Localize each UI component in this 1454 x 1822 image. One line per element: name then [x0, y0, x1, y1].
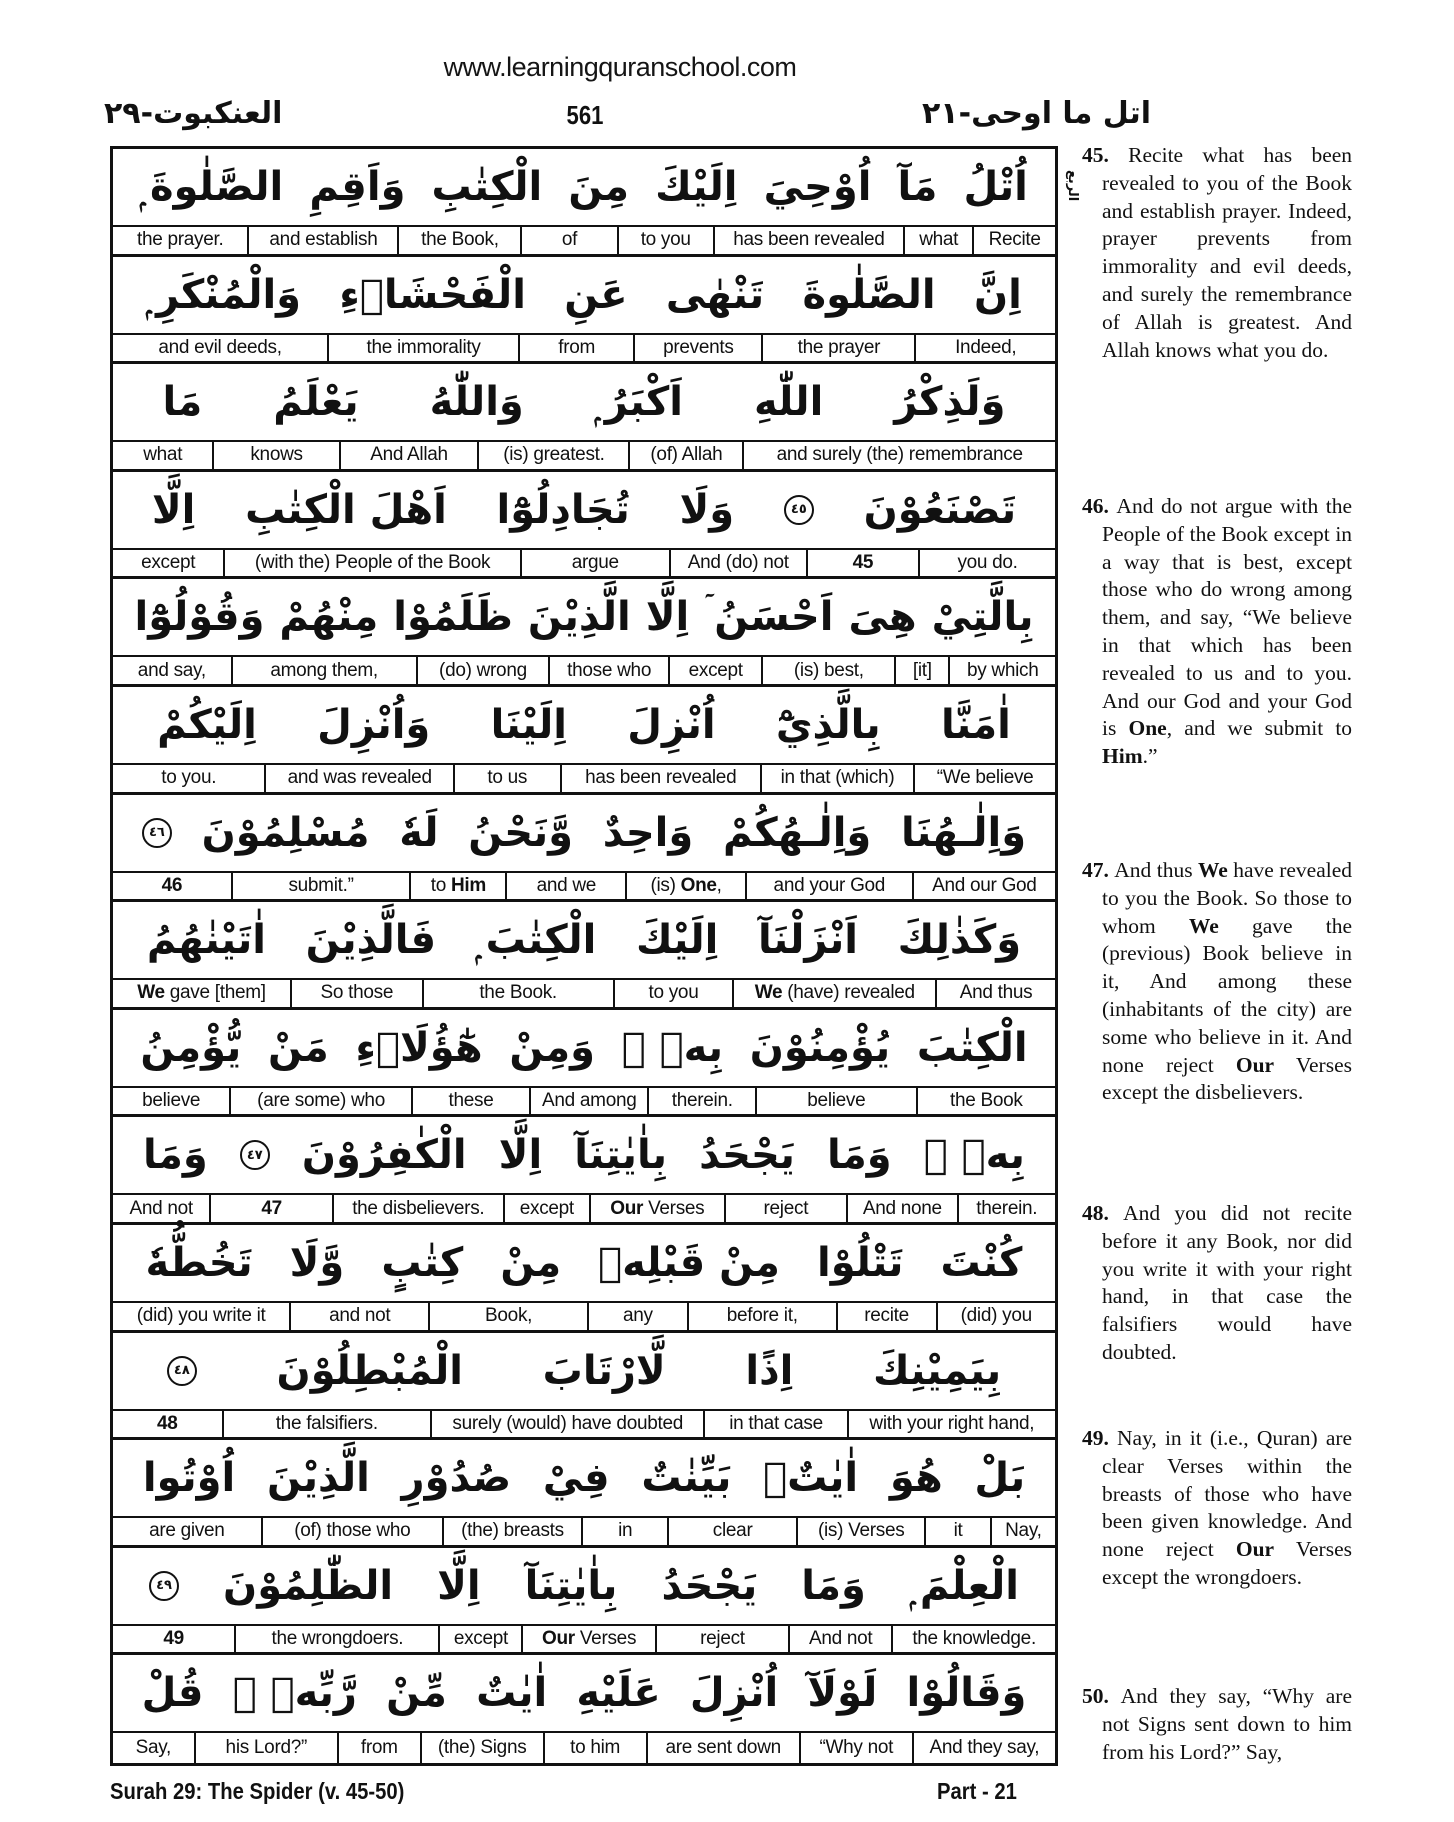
english-word-cell: (with the) People of the Book: [223, 550, 519, 577]
arabic-word: بِاٰيٰتِنَآ: [524, 1562, 618, 1609]
arabic-word: صُدُوْرِ: [401, 1455, 512, 1502]
english-word-text: (have) revealed: [782, 982, 915, 1004]
english-word-cell: [409, 873, 505, 900]
english-word-text: gave [them]: [164, 982, 266, 1004]
english-row: [113, 1733, 1055, 1763]
arabic-word: وَّنَحْنُ: [468, 809, 573, 856]
arabic-word: كِتٰبٍ: [381, 1239, 464, 1286]
arabic-row: [113, 1010, 1055, 1088]
arabic-word: هٰٓؤُلَاۗءِ: [355, 1024, 483, 1071]
verse-number-cell: 47: [209, 1195, 332, 1222]
arabic-row: [113, 1333, 1055, 1411]
english-word-cell: the knowledge.: [891, 1626, 1055, 1653]
ayah-end-marker-icon: ٤٨: [167, 1356, 197, 1386]
arabic-word: لَّارْتَابَ: [542, 1347, 666, 1394]
english-word-cell: his Lord?”: [194, 1733, 337, 1763]
footer-surah-title: Surah 29: The Spider (v. 45-50): [110, 1778, 405, 1804]
english-word-cell: except: [141, 552, 196, 574]
english-word-cell: the wrongdoers.: [234, 1626, 438, 1653]
english-word-text: (is): [650, 874, 681, 896]
verse-row-block: [113, 472, 1055, 580]
arabic-word: الْفَحْشَاۗءِ: [339, 271, 526, 318]
english-word-cell: (are some) who: [229, 1088, 411, 1115]
english-word-cell: the immorality: [327, 335, 518, 362]
english-row: [113, 1411, 1055, 1441]
english-word-cell: to him: [543, 1733, 646, 1763]
english-word-cell: Indeed,: [914, 335, 1055, 362]
arabic-row: [113, 257, 1055, 335]
english-word-cell: and establish: [247, 227, 397, 254]
arabic-word: اِلَّا: [645, 594, 690, 641]
english-word-text: Verses: [643, 1197, 705, 1219]
arabic-word: اِنَّ: [973, 271, 1022, 318]
arabic-word: اُوْحِيَ: [763, 164, 872, 210]
english-word-cell: has been revealed: [713, 227, 903, 254]
arabic-word: وَمَا: [826, 1132, 892, 1179]
ayah-end-marker-icon: ٤٧: [240, 1140, 270, 1170]
arabic-word: الَّذِيْنَ: [266, 1455, 370, 1502]
arabic-word: بِيَمِيْنِكَ: [873, 1347, 1002, 1394]
arabic-word: اِذًا: [745, 1347, 794, 1394]
english-word-cell: (do) wrong: [416, 657, 549, 684]
arabic-word: الَّذِيْنَ: [527, 594, 631, 641]
arabic-word: تَصْنَعُوْنَ: [863, 486, 1017, 533]
ayah-end-marker-icon: ٤٩: [149, 1571, 179, 1601]
arabic-word: وَاِلٰـهُنَا: [901, 809, 1027, 856]
arabic-word: مُسْلِمُوْنَ: [201, 809, 370, 856]
arabic-word: مِنْ: [500, 1239, 562, 1286]
english-word-cell: Say,: [135, 1737, 172, 1759]
juz-name-arabic: اتل ما اوحی-٢١: [922, 96, 1152, 131]
arabic-word: اُوْتُوا: [142, 1455, 236, 1502]
english-word-cell: believe: [142, 1090, 201, 1112]
arabic-word: فِيْ: [542, 1455, 610, 1502]
verse-row-block: [113, 257, 1055, 365]
english-word-cell: “We believe: [913, 765, 1055, 792]
arabic-word: وَالْمُنْكَرِ ۭ: [146, 271, 302, 318]
verse-number-cell: 49: [163, 1628, 184, 1650]
arabic-word: اللّٰهِ: [753, 379, 824, 426]
english-word-cell: And not: [788, 1626, 891, 1653]
verse-number-cell: 46: [161, 874, 183, 896]
arabic-word: يَجْحَدُ: [661, 1562, 758, 1609]
english-word-cell: submit.”: [231, 873, 410, 900]
arabic-word: اٰتَيْنٰهُمُ: [146, 917, 266, 964]
english-row: [113, 227, 1055, 257]
verse-row-block: [113, 1225, 1055, 1333]
verse-number-cell: 45: [806, 550, 918, 577]
arabic-word: تَتْلُوْا: [816, 1239, 904, 1286]
english-word-cell: recite: [836, 1303, 936, 1330]
arabic-word: اُتْلُ: [963, 164, 1028, 210]
english-word-cell: reject: [655, 1626, 788, 1653]
arabic-row: [113, 1440, 1055, 1518]
english-word-cell: by which: [948, 657, 1055, 684]
arabic-row: [113, 149, 1055, 227]
arabic-row: [113, 1117, 1055, 1195]
english-word-cell: And (do) not: [669, 550, 806, 577]
arabic-word: فَالَّذِيْنَ: [305, 917, 437, 964]
verse-row-block: [113, 902, 1055, 1010]
arabic-word: وَقَالُوْا: [906, 1670, 1027, 1717]
verse-row-block: [113, 687, 1055, 795]
verse-row-block: [113, 1117, 1055, 1225]
arabic-word: الْكِتٰبَ ۭ: [475, 917, 597, 964]
arabic-word: وَمِنْ: [509, 1024, 595, 1071]
arabic-word: مِنَ: [568, 164, 630, 210]
english-row: [113, 1195, 1055, 1225]
verse-row-block: [113, 1010, 1055, 1118]
english-word-emphasis: Our: [610, 1197, 644, 1219]
english-word-cell: Book,: [428, 1303, 587, 1330]
verse-number: 48.: [1082, 1201, 1124, 1225]
english-word-cell: the Book: [916, 1088, 1055, 1115]
arabic-word: لَوْلَآ: [807, 1670, 878, 1717]
english-row: [113, 765, 1055, 795]
arabic-word: اٰمَنَّا: [940, 701, 1011, 748]
arabic-word: اِلَيْكَ: [636, 917, 719, 964]
arabic-word: تَنْهٰى: [665, 271, 765, 318]
english-word-cell: [625, 873, 745, 900]
surah-name-arabic: العنكبوت-٢٩: [104, 96, 283, 131]
arabic-row: [113, 1655, 1055, 1733]
english-word-cell: and say,: [137, 659, 206, 681]
english-word-text: to: [430, 874, 452, 896]
english-word-cell: “Why not: [799, 1733, 912, 1763]
english-word-cell: the Book,: [397, 227, 520, 254]
english-row: [113, 442, 1055, 472]
arabic-word: اَهْلَ الْكِتٰبِ: [245, 486, 447, 533]
english-word-cell: before it,: [687, 1303, 836, 1330]
arabic-word: هُوَ: [889, 1455, 943, 1502]
english-word-cell: (the) breasts: [442, 1518, 581, 1545]
arabic-word: يَعْلَمُ: [273, 379, 359, 426]
arabic-word: وَلَا: [679, 486, 735, 533]
english-word-emphasis: We: [137, 982, 165, 1004]
english-word-cell: reject: [724, 1195, 847, 1222]
arabic-word: بِالَّتِيْ: [931, 594, 1034, 641]
arabic-word: مِّنْ: [386, 1670, 447, 1717]
english-word-emphasis: Him: [451, 874, 487, 896]
english-word-cell: among them,: [231, 657, 416, 684]
arabic-word: لَهٗ: [399, 809, 439, 856]
english-word-cell: [it]: [894, 657, 948, 684]
arabic-word: وَمَا: [801, 1562, 866, 1609]
english-row: [113, 980, 1055, 1010]
site-url: www.learningquranschool.com: [443, 52, 797, 82]
english-word-cell: and not: [289, 1303, 428, 1330]
arabic-word: يُؤْمِنُوْنَ: [749, 1024, 891, 1071]
english-word-cell: (of) those who: [261, 1518, 442, 1545]
english-row: [113, 1518, 1055, 1548]
arabic-word: عَنِ: [564, 271, 628, 318]
english-word-cell: [732, 980, 935, 1007]
arabic-word: اُنْزِلَ: [627, 701, 716, 748]
arabic-word: الصَّلٰوةَ ۭ: [140, 164, 284, 210]
arabic-word: قُلْ: [141, 1670, 204, 1717]
english-word-cell: and surely (the) remembrance: [742, 442, 1055, 469]
arabic-word: بِالَّذِيْٓ: [775, 701, 881, 748]
arabic-row: [113, 472, 1055, 550]
english-word-cell: knows: [212, 442, 338, 469]
english-word-cell: to you.: [161, 767, 217, 789]
english-word-cell: those who: [548, 657, 668, 684]
arabic-word: مِنْ قَبْلِهٖ: [598, 1239, 780, 1286]
english-word-cell: argue: [520, 550, 669, 577]
arabic-word: اٰيٰتٌۢ: [763, 1455, 859, 1502]
arabic-word: كُنْتَ: [940, 1239, 1023, 1286]
arabic-row: [113, 902, 1055, 980]
verse-row-block: [113, 795, 1055, 903]
english-word-cell: it: [924, 1518, 989, 1545]
english-word-cell: are given: [149, 1520, 225, 1542]
arabic-word: مَنْ: [268, 1024, 329, 1071]
english-word-cell: except: [503, 1195, 589, 1222]
arabic-word: الْمُبْطِلُوْنَ: [276, 1347, 463, 1394]
arabic-word: اِلَّا: [151, 486, 196, 533]
english-word-cell: to you: [613, 980, 733, 1007]
arabic-word: وَاَقِمِ: [309, 164, 406, 210]
arabic-row: [113, 795, 1055, 873]
english-word-cell: (is) Verses: [796, 1518, 925, 1545]
verse-row-block: [113, 579, 1055, 687]
verse-translation-47: 47. And thus We have revealed to you the Book. So those to whom We gave the (previous) Book believe in it, And among these (inhabitants of the city) are some who believe in it. And none reject Our Verses except the disbelievers.: [1082, 858, 1353, 1105]
arabic-word: اَكْبَرُ ۭ: [594, 379, 683, 426]
english-word-cell: surely (would) have doubted: [430, 1411, 704, 1438]
verse-number: 47.: [1082, 858, 1115, 882]
arabic-word: اٰيٰتٌ: [476, 1670, 548, 1717]
verse-translation-45: 45. Recite what has been revealed to you of the Book and establish prayer. Indeed, prayer prevents from immorality and evil deeds, and surely the remembrance of Allah is greatest. And Allah knows what you do.: [1082, 143, 1353, 362]
english-word-cell: and we: [505, 873, 625, 900]
verse-row-block: [113, 1333, 1055, 1441]
arabic-word: ظَلَمُوْا: [393, 594, 513, 641]
page-number: 561: [566, 100, 604, 130]
english-word-cell: And among: [529, 1088, 647, 1115]
verse-number: 50.: [1082, 1684, 1121, 1708]
arabic-word: رَّبِّهٖ ۭ: [232, 1670, 357, 1717]
english-word-cell: [521, 1626, 654, 1653]
english-word-cell: and was revealed: [264, 765, 452, 792]
english-word-cell: the prayer.: [136, 229, 224, 251]
verse-translation-50: 50. And they say, “Why are not Signs sent down to him from his Lord?” Say,: [1082, 1684, 1353, 1764]
english-row: [113, 335, 1055, 365]
english-word-cell: clear: [667, 1518, 796, 1545]
english-word-cell: are sent down: [646, 1733, 799, 1763]
arabic-word: بِهٖ ۚ: [621, 1024, 723, 1071]
arabic-word: وَاِلٰـهُكُمْ: [722, 809, 872, 856]
english-word-cell: (is) greatest.: [477, 442, 628, 469]
arabic-word: الْكِتٰبَ: [916, 1024, 1028, 1071]
arabic-row: [113, 1548, 1055, 1626]
verse-number: 45.: [1082, 143, 1129, 167]
english-word-cell: (did) you write it: [136, 1305, 266, 1327]
arabic-row: [113, 1225, 1055, 1303]
english-row: [113, 550, 1055, 580]
english-word-cell: in that case: [703, 1411, 846, 1438]
english-word-cell: And thus: [935, 980, 1055, 1007]
english-word-cell: from: [337, 1733, 420, 1763]
english-word-cell: (did) you: [936, 1303, 1055, 1330]
english-word-cell: and evil deeds,: [158, 336, 282, 358]
arabic-row: [113, 364, 1055, 442]
verse-number: 49.: [1082, 1426, 1117, 1450]
english-word-cell: the falsifiers.: [222, 1411, 430, 1438]
verse-number-cell: 48: [157, 1412, 178, 1434]
english-word-cell: therein.: [647, 1088, 755, 1115]
ruku-marker-icon: الربع: [1065, 170, 1080, 202]
arabic-row: [113, 687, 1055, 765]
english-word-cell: of: [520, 227, 616, 254]
english-word-text: ,: [716, 874, 722, 896]
arabic-word: يَجْحَدُ: [699, 1132, 795, 1179]
english-word-cell: any: [587, 1303, 687, 1330]
arabic-word: يُّؤْمِنُ: [140, 1024, 242, 1071]
arabic-word: الظّٰلِمُوْنَ: [223, 1562, 394, 1609]
arabic-row: [113, 579, 1055, 657]
verse-number: 46.: [1082, 494, 1117, 518]
footer-part: Part - 21: [937, 1778, 1017, 1804]
arabic-word: اَنْزَلْنَآ: [757, 917, 858, 964]
arabic-word: مَآ: [897, 164, 938, 210]
english-word-emphasis: One: [680, 874, 717, 896]
arabic-word: اِلَّا: [437, 1562, 481, 1609]
english-row: [113, 657, 1055, 687]
arabic-word: اِلَيْكُمْ: [157, 701, 257, 748]
english-word-cell: with your right hand,: [847, 1411, 1055, 1438]
arabic-word: تُجَادِلُوْٓا: [496, 486, 630, 533]
english-word-cell: (is) best,: [761, 657, 894, 684]
english-word-cell: in that (which): [760, 765, 913, 792]
word-by-word-table: [110, 146, 1058, 1766]
english-word-cell: and your God: [745, 873, 912, 900]
english-word-cell: And they say,: [912, 1733, 1055, 1763]
english-row: [113, 873, 1055, 903]
english-word-cell: And none: [846, 1195, 956, 1222]
arabic-word: مَا: [162, 379, 203, 426]
verse-translation-49: 49. Nay, in it (i.e., Quran) are clear Verses within the breasts of those who have been given knowledge. And none reject Our Verses except the wrongdoers.: [1082, 1426, 1353, 1589]
english-word-cell: therein.: [957, 1195, 1055, 1222]
arabic-word: هِىَ: [848, 594, 917, 641]
verse-row-block: [113, 1440, 1055, 1548]
english-row: [113, 1303, 1055, 1333]
ayah-end-marker-icon: ٤٦: [142, 818, 172, 848]
english-word-cell: except: [668, 657, 762, 684]
arabic-word: بَلْ: [974, 1455, 1026, 1502]
verse-translation-48: 48. And you did not recite before it any Book, nor did you write it with your right hand, in that case the falsifiers would have doubted.: [1082, 1201, 1353, 1364]
english-word-cell: the prayer: [761, 335, 914, 362]
arabic-word: اُنْزِلَ: [689, 1670, 779, 1717]
verse-translation-46: 46. And do not argue with the People of the Book except in a way that is best, except those who do wrong among them, and say, “We believe in that which has been revealed to us and to you. And our God and your God is One, and we submit to Him.”: [1082, 494, 1353, 769]
english-word-cell: [589, 1195, 724, 1222]
arabic-word: الْعِلْمَ ۭ: [909, 1562, 1019, 1609]
arabic-word: تَخُطُّهٗ: [145, 1239, 253, 1286]
arabic-word: اِلَيْنَا: [490, 701, 567, 748]
arabic-word: وَكَذٰلِكَ: [897, 917, 1022, 964]
arabic-word: اِلَّا: [498, 1132, 543, 1179]
arabic-word: وَاللّٰهُ: [429, 379, 524, 426]
arabic-word: وَاحِدٌ: [602, 809, 694, 856]
verse-row-block: [113, 1548, 1055, 1656]
arabic-word: وَمَا: [143, 1132, 208, 1179]
verse-row-block: [113, 1655, 1055, 1763]
arabic-word: وَّلَا: [289, 1239, 345, 1286]
english-word-cell: And not: [129, 1197, 193, 1219]
arabic-word: بِهٖ ۭ: [923, 1132, 1025, 1179]
english-word-cell: from: [518, 335, 633, 362]
english-word-cell: to us: [453, 765, 560, 792]
english-word-cell: the Book.: [422, 980, 613, 1007]
english-word-cell: in: [581, 1518, 667, 1545]
english-word-cell: what: [903, 227, 972, 254]
english-word-cell: believe: [755, 1088, 916, 1115]
english-word-cell: you do.: [918, 550, 1055, 577]
verse-row-block: [113, 149, 1055, 257]
arabic-word: اِلَيْكَ: [655, 164, 738, 210]
arabic-word: الصَّلٰوةَ: [802, 271, 936, 318]
arabic-word: اَحْسَنُ ۤ: [704, 594, 834, 641]
english-word-cell: [113, 980, 290, 1007]
english-word-cell: Recite: [972, 227, 1055, 254]
arabic-word: بِاٰيٰتِنَآ: [574, 1132, 667, 1179]
english-word-cell: except: [438, 1626, 521, 1653]
english-word-emphasis: We: [754, 982, 783, 1004]
arabic-word: عَلَيْهِ: [576, 1670, 661, 1717]
english-word-cell: the disbelievers.: [332, 1195, 503, 1222]
english-word-cell: And our God: [912, 873, 1055, 900]
arabic-word: وَلَذِكْرُ: [894, 379, 1006, 426]
arabic-word: وَقُوْلُوْٓا: [134, 594, 265, 641]
english-word-cell: (the) Signs: [420, 1733, 543, 1763]
arabic-word: بَيِّنٰتٌ: [641, 1455, 732, 1502]
arabic-word: الْكِتٰبِ: [431, 164, 543, 210]
english-word-cell: prevents: [633, 335, 761, 362]
arabic-word: الْكٰفِرُوْنَ: [301, 1132, 467, 1179]
english-word-emphasis: Our: [541, 1628, 575, 1650]
verse-row-block: [113, 364, 1055, 472]
english-row: [113, 1626, 1055, 1656]
english-word-cell: to you: [617, 227, 713, 254]
english-word-cell: So those: [290, 980, 422, 1007]
english-word-cell: Nay,: [990, 1518, 1055, 1545]
ayah-end-marker-icon: ٤٥: [784, 495, 814, 525]
english-word-cell: what: [143, 444, 183, 466]
arabic-word: وَاُنْزِلَ: [317, 701, 431, 748]
english-word-cell: (of) Allah: [628, 442, 742, 469]
english-word-cell: these: [411, 1088, 529, 1115]
arabic-word: مِنْهُمْ: [279, 594, 379, 641]
english-word-cell: has been revealed: [560, 765, 760, 792]
english-word-text: Verses: [574, 1628, 637, 1650]
english-word-cell: And Allah: [339, 442, 478, 469]
english-row: [113, 1088, 1055, 1118]
